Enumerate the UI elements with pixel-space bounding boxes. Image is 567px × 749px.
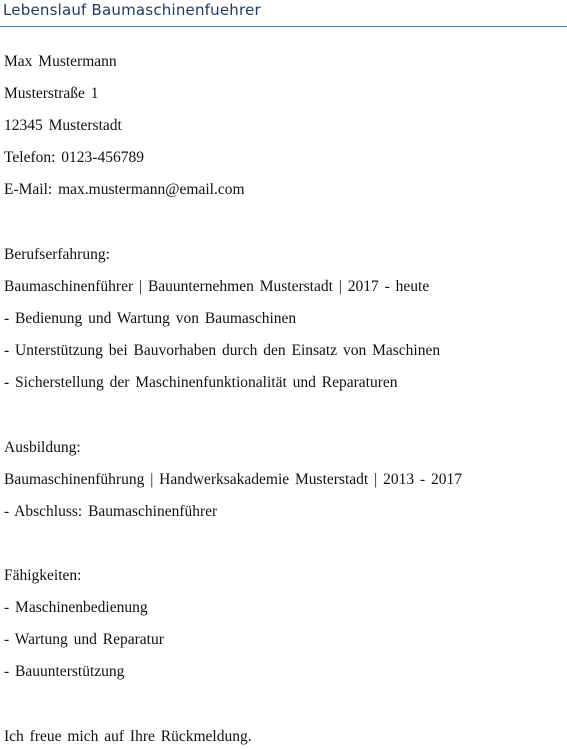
experience-heading: Berufserfahrung:: [4, 246, 110, 263]
experience-item: - Bedienung und Wartung von Baumaschinen: [4, 310, 297, 327]
contact-email: E-Mail: max.mustermann@email.com: [4, 181, 245, 198]
skills-item: - Maschinenbedienung: [4, 599, 148, 616]
skills-heading: Fähigkeiten:: [4, 567, 82, 584]
document-title: Lebenslauf Baumaschinenfuehrer: [3, 1, 261, 19]
closing-sentence: Ich freue mich auf Ihre Rückmeldung.: [4, 728, 252, 745]
education-entry: Baumaschinenführung | Handwerksakademie Musterstadt | 2013 - 2017: [4, 471, 462, 488]
education-item: - Abschluss: Baumaschinenführer: [4, 503, 218, 520]
contact-city: 12345 Musterstadt: [4, 117, 122, 134]
skills-item: - Bauunterstützung: [4, 663, 125, 680]
education-heading: Ausbildung:: [4, 439, 81, 456]
experience-item: - Unterstützung bei Bauvorhaben durch den Einsatz von Maschinen: [4, 342, 441, 359]
title-underline: [0, 26, 567, 27]
experience-position: Baumaschinenführer | Bauunternehmen Musterstadt | 2017 - heute: [4, 278, 430, 295]
skills-item: - Wartung und Reparatur: [4, 631, 164, 648]
contact-street: Musterstraße 1: [4, 85, 99, 102]
experience-item: - Sicherstellung der Maschinenfunktionalität und Reparaturen: [4, 374, 398, 391]
contact-phone: Telefon: 0123-456789: [4, 149, 144, 166]
contact-name: Max Mustermann: [4, 53, 117, 70]
